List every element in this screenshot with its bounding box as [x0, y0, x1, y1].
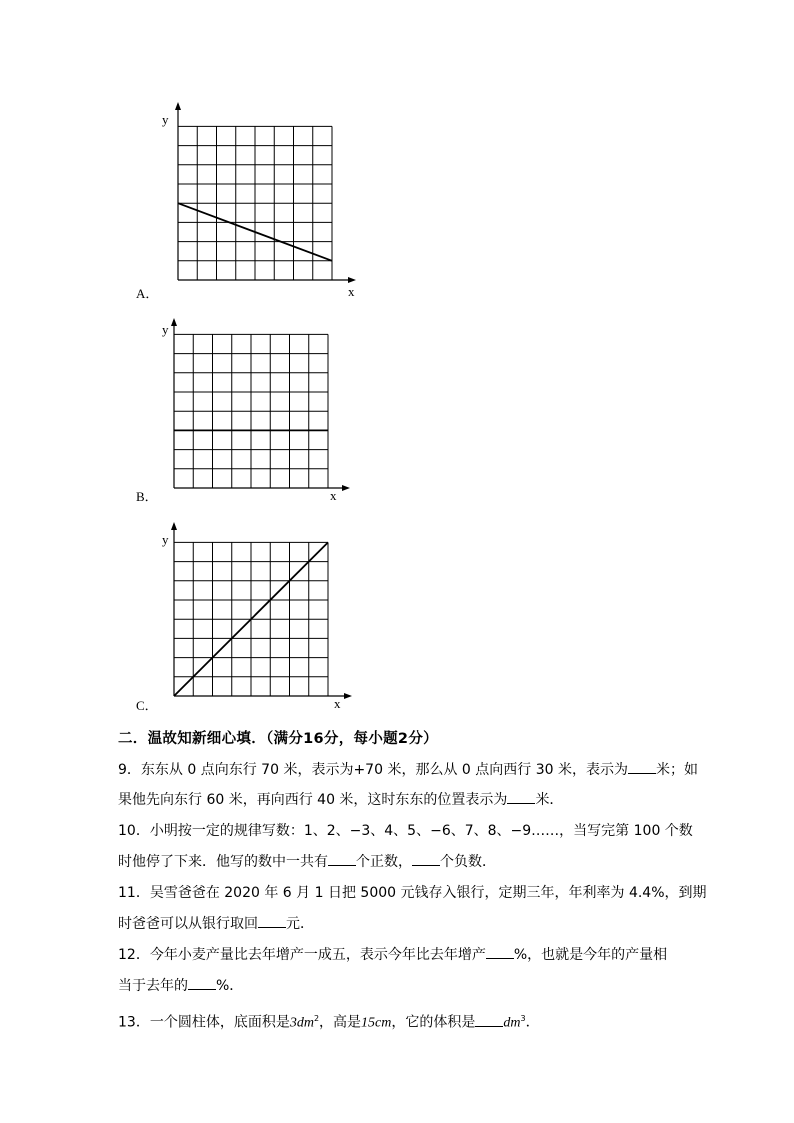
- question-13-line-1: 13．一个圆柱体，底面积是$3dm^2$，高是15cm，它的体积是 $dm^3$．: [118, 1009, 678, 1034]
- x-axis-arrow: [342, 485, 350, 491]
- y-axis-arrow: [171, 522, 177, 530]
- answer-blank[interactable]: [258, 913, 286, 928]
- question-12-line-1: 12．今年小麦产量比去年增产一成五，表示今年比去年增产 %，也就是今年的产量相: [118, 944, 678, 965]
- answer-blank[interactable]: [328, 851, 356, 866]
- option-b-label: B．: [136, 489, 158, 504]
- grid: [174, 334, 328, 488]
- answer-blank[interactable]: [486, 944, 514, 959]
- answer-blank[interactable]: [475, 1012, 503, 1027]
- question-10-line-2: 时他停了下来．他写的数中一共有 个正数， 个负数．: [118, 851, 678, 872]
- y-axis-label: y: [162, 322, 169, 337]
- x-axis-arrow: [348, 277, 356, 283]
- section-title: 二．温故知新细心填．（满分16分，每小题2分）: [118, 731, 438, 747]
- graph-option-c: [150, 518, 370, 710]
- y-axis-label: y: [162, 532, 169, 547]
- question-9-line-1: 9．东东从 0 点向东行 70 米，表示为+70 米，那么从 0 点向西行 30 米，表示为 米；如: [118, 759, 678, 780]
- question-9-line-2: 果他先向东行 60 米，再向西行 40 米，这时东东的位置表示为 米．: [118, 789, 678, 810]
- x-axis-label: x: [334, 696, 341, 710]
- question-11-line-1: 11．吴雪爸爸在 2020 年 6 月 1 日把 5000 元钱存入银行，定期三年，年利率为 4.4%，到期: [118, 885, 707, 901]
- option-c-label: C．: [136, 698, 158, 713]
- question-12-line-2: 当于去年的 %．: [118, 975, 678, 996]
- option-a-label: A．: [136, 286, 159, 301]
- x-axis-label: x: [348, 284, 355, 299]
- answer-blank[interactable]: [188, 975, 216, 990]
- graph-option-a: [150, 98, 370, 303]
- answer-blank[interactable]: [507, 789, 535, 804]
- grid: [178, 126, 332, 280]
- y-axis-arrow: [175, 102, 181, 110]
- y-axis-label: y: [162, 112, 169, 127]
- answer-blank[interactable]: [628, 759, 656, 774]
- x-axis-arrow: [344, 693, 352, 699]
- answer-blank[interactable]: [412, 851, 440, 866]
- question-11-line-2: 时爸爸可以从银行取回 元．: [118, 913, 678, 934]
- x-axis-label: x: [330, 488, 337, 503]
- question-10-line-1: 10．小明按一定的规律写数：1、2、−3、4、5、−6、7、8、−9……，当写完第 100 个数: [118, 823, 693, 839]
- y-axis-arrow: [171, 318, 177, 326]
- graph-option-b: [150, 312, 370, 507]
